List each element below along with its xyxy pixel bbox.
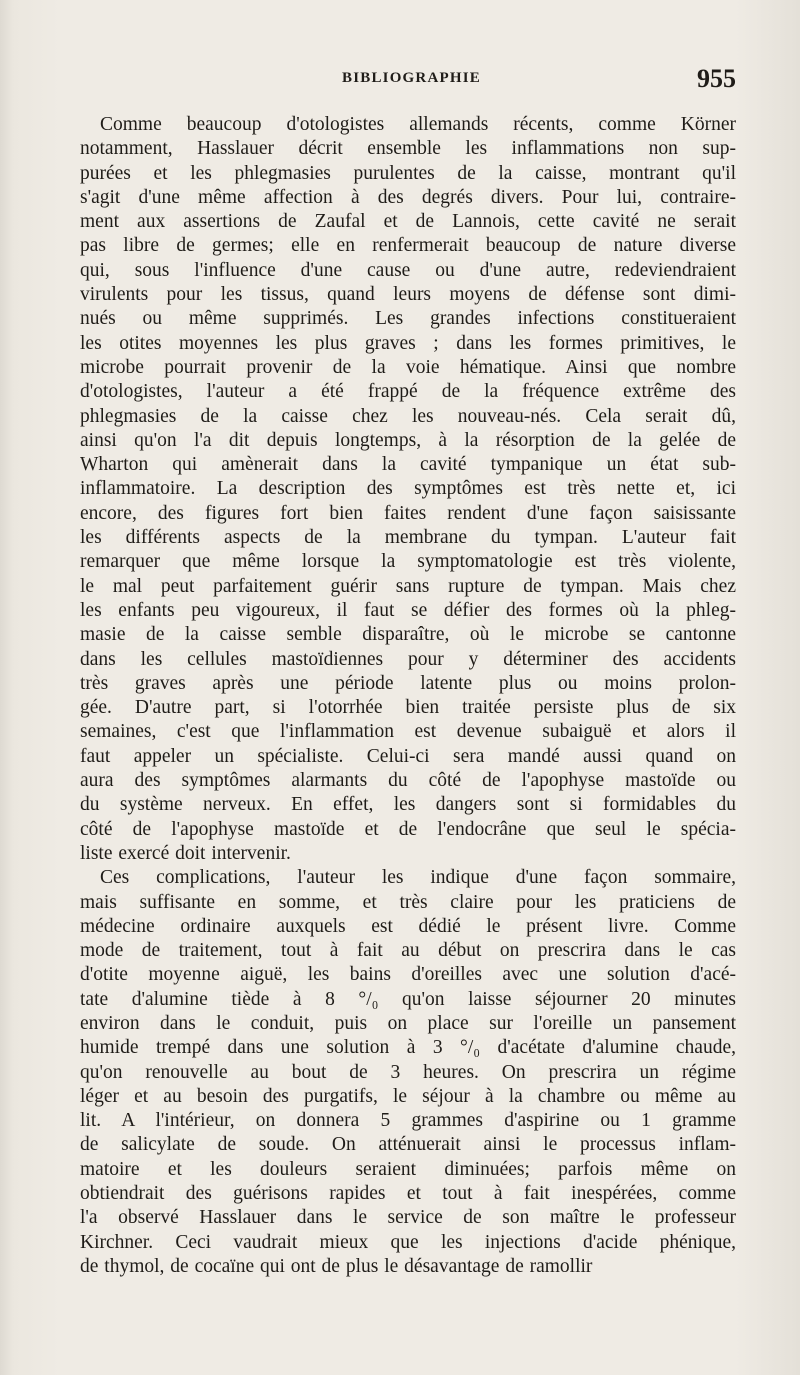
text-line: virulents pour les tissus, quand leurs moyens de défense sont dimi- <box>80 284 736 306</box>
text-line: purées et les phlegmasies purulentes de la caisse, montrant qu'il <box>80 162 736 184</box>
text-line: inflammatoire. La description des symptômes est très nette et, ici <box>80 478 736 500</box>
text-line: semaines, c'est que l'inflammation est devenue subaiguë et alors il <box>80 721 736 743</box>
text-line: médecine ordinaire auxquels est dédié le présent livre. Comme <box>80 915 736 937</box>
text-line: aura des symptômes alarmants du côté de l'apophyse mastoïde ou <box>80 770 736 792</box>
text-line: de salicylate de soude. On atténuerait ainsi le processus inflam- <box>80 1134 736 1156</box>
text-line: obtiendrait des guérisons rapides et tout à fait inespérées, comme <box>80 1183 736 1205</box>
text-line: phlegmasies de la caisse chez les nouveau-nés. Cela serait dû, <box>80 405 736 427</box>
text-line: de thymol, de cocaïne qui ont de plus le désavantage de ramollir <box>80 1255 593 1277</box>
text-line: matoire et les douleurs seraient diminuées; parfois même on <box>80 1158 736 1180</box>
running-header <box>80 64 736 94</box>
paragraph-2 <box>80 866 736 1279</box>
paragraph-1 <box>80 113 736 866</box>
text-line: faut appeler un spécialiste. Celui-ci sera mandé aussi quand on <box>80 745 736 767</box>
text-line: les différents aspects de la membrane du tympan. L'auteur fait <box>80 527 736 549</box>
text-line: le mal peut parfaitement guérir sans rupture de tympan. Mais chez <box>80 575 736 597</box>
text-line: l'a observé Hasslauer dans le service de son maître le professeur <box>80 1207 736 1229</box>
text-line: tate d'alumine tiède à 8 °/₀ qu'on laisse séjourner 20 minutes <box>80 988 736 1010</box>
text-line: lit. A l'intérieur, on donnera 5 grammes d'aspirine ou 1 gramme <box>80 1110 736 1132</box>
text-line: du système nerveux. En effet, les dangers sont si formidables du <box>80 794 736 816</box>
text-line: gée. D'autre part, si l'otorrhée bien traitée persiste plus de six <box>80 697 736 719</box>
text-line: léger et au besoin des purgatifs, le séjour à la chambre ou même au <box>80 1085 736 1107</box>
text-line: Comme beaucoup d'otologistes allemands récents, comme Körner <box>100 114 736 135</box>
text-line: ment aux assertions de Zaufal et de Lannois, cette cavité ne serait <box>80 211 736 233</box>
text-line: encore, des figures fort bien faites rendent d'une façon saisissante <box>80 502 736 524</box>
text-line: humide trempé dans une solution à 3 °/₀ d'acétate d'alumine chaude, <box>80 1037 736 1059</box>
text-line: pas libre de germes; elle en renfermerait beaucoup de nature diverse <box>80 235 736 257</box>
text-line: microbe pourrait provenir de la voie hématique. Ainsi que nombre <box>80 356 736 378</box>
text-line: remarquer que même lorsque la symptomatologie est très violente, <box>80 551 736 573</box>
text-line: notamment, Hasslauer décrit ensemble les inflammations non sup- <box>80 138 736 160</box>
text-line: Ces complications, l'auteur les indique d'une façon sommaire, <box>100 867 736 889</box>
text-line: masie de la caisse semble disparaître, où le microbe se cantonne <box>80 624 736 646</box>
text-line: s'agit d'une même affection à des degrés divers. Pour lui, contraire- <box>80 186 736 208</box>
text-line: dans les cellules mastoïdiennes pour y déterminer des accidents <box>80 648 736 670</box>
text-line: qu'on renouvelle au bout de 3 heures. On prescrira un régime <box>80 1061 736 1083</box>
text-line: les otites moyennes les plus graves ; dans les formes primitives, le <box>80 332 736 354</box>
text-line: d'otite moyenne aiguë, les bains d'oreilles avec une solution d'acé- <box>80 964 736 986</box>
text-line: nués ou même supprimés. Les grandes infections constitueraient <box>80 308 736 330</box>
text-line: Kirchner. Ceci vaudrait mieux que les injections d'acide phénique, <box>80 1231 736 1253</box>
text-line: mais suffisante en somme, et très claire pour les praticiens de <box>80 891 736 913</box>
text-line: Wharton qui amènerait dans la cavité tympanique un état sub- <box>80 454 736 476</box>
text-line: qui, sous l'influence d'une cause ou d'une autre, redeviendraient <box>80 259 736 281</box>
text-line: les enfants peu vigoureux, il faut se défier des formes où la phleg- <box>80 599 736 621</box>
text-line: côté de l'apophyse mastoïde et de l'endocrâne que seul le spécia- <box>80 818 736 840</box>
running-title: BIBLIOGRAPHIE <box>342 70 481 86</box>
text-line: ainsi qu'on l'a dit depuis longtemps, à la résorption de la gelée de <box>80 429 736 451</box>
text-line: mode de traitement, tout à fait au début on prescrira dans le cas <box>80 940 736 962</box>
page-number: 955 <box>697 64 736 93</box>
text-line: d'otologistes, l'auteur a été frappé de la fréquence extrême des <box>80 381 736 403</box>
text-line: environ dans le conduit, puis on place sur l'oreille un pansement <box>80 1012 736 1034</box>
text-line: liste exercé doit intervenir. <box>80 842 291 864</box>
text-line: très graves après une période latente plus ou moins prolon- <box>80 672 736 694</box>
body-text <box>80 113 736 1279</box>
